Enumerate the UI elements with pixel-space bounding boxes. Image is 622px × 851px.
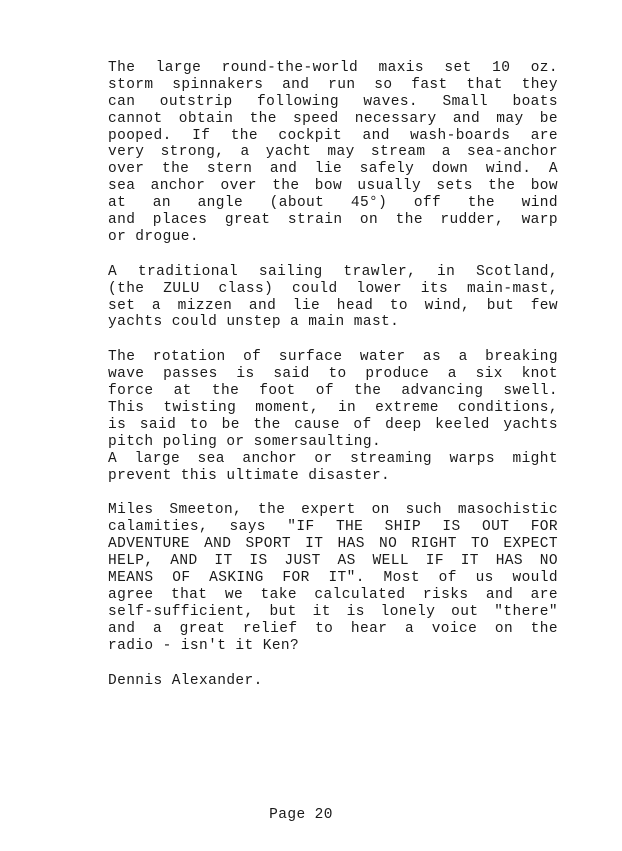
text-line: ADVENTURE AND SPORT IT HAS NO RIGHT TO EXPECT	[108, 536, 558, 553]
text-line: very strong, a yacht may stream a sea-anchor	[108, 144, 558, 161]
text-line: The large round-the-world maxis set 10 oz.	[108, 60, 558, 76]
signature	[108, 673, 558, 690]
text-line: can outstrip following waves. Small boats	[108, 93, 558, 110]
text-line: is said to be the cause of deep keeled yachts	[108, 416, 558, 433]
paragraph-rotation	[108, 349, 558, 484]
article-body	[108, 60, 558, 707]
author-name: Dennis Alexander.	[108, 672, 263, 689]
text-line: calamities, says "IF THE SHIP IS OUT FOR	[108, 519, 558, 536]
text-line: over the stern and lie safely down wind. A	[108, 161, 558, 178]
text-line: or drogue.	[108, 228, 200, 245]
text-line: agree that we take calculated risks and are	[108, 586, 558, 603]
text-line: at an angle (about 45°) off the wind	[108, 195, 558, 212]
text-line: pooped. If the cockpit and wash-boards are	[108, 127, 558, 144]
text-line: Miles Smeeton, the expert on such masochistic	[108, 502, 558, 519]
text-line: A large sea anchor or streaming warps might	[108, 450, 558, 467]
text-line: and a great relief to hear a voice on the	[108, 620, 558, 637]
text-line: and places great strain on the rudder, warp	[108, 212, 558, 229]
text-line: wave passes is said to produce a six knot	[108, 366, 558, 383]
text-line: This twisting moment, in extreme conditions,	[108, 400, 558, 417]
text-line: yachts could unstep a main mast.	[108, 314, 400, 331]
text-line: force at the foot of the advancing swell.	[108, 383, 558, 400]
paragraph-spinnakers	[108, 60, 558, 246]
page-number: Page 20	[269, 807, 333, 823]
text-line: set a mizzen and lie head to wind, but few	[108, 297, 558, 314]
text-line: MEANS OF ASKING FOR IT". Most of us would	[108, 570, 558, 587]
text-line: self-sufficient, but it is lonely out "there"	[108, 603, 558, 620]
text-line: sea anchor over the bow usually sets the bow	[108, 178, 558, 195]
text-line: storm spinnakers and run so fast that they	[108, 76, 558, 93]
text-line: prevent this ultimate disaster.	[108, 467, 391, 484]
text-line: The rotation of surface water as a breaking	[108, 349, 558, 366]
text-line: pitch poling or somersaulting.	[108, 433, 382, 450]
paragraph-smeeton	[108, 502, 558, 654]
paragraph-trawler	[108, 264, 558, 332]
page-footer	[0, 807, 622, 823]
text-line: radio - isn't it Ken?	[108, 637, 300, 654]
text-line: (the ZULU class) could lower its main-mast,	[108, 280, 558, 297]
text-line: A traditional sailing trawler, in Scotland,	[108, 263, 558, 280]
text-line: HELP, AND IT IS JUST AS WELL IF IT HAS NO	[108, 553, 558, 570]
text-line: cannot obtain the speed necessary and may be	[108, 110, 558, 127]
